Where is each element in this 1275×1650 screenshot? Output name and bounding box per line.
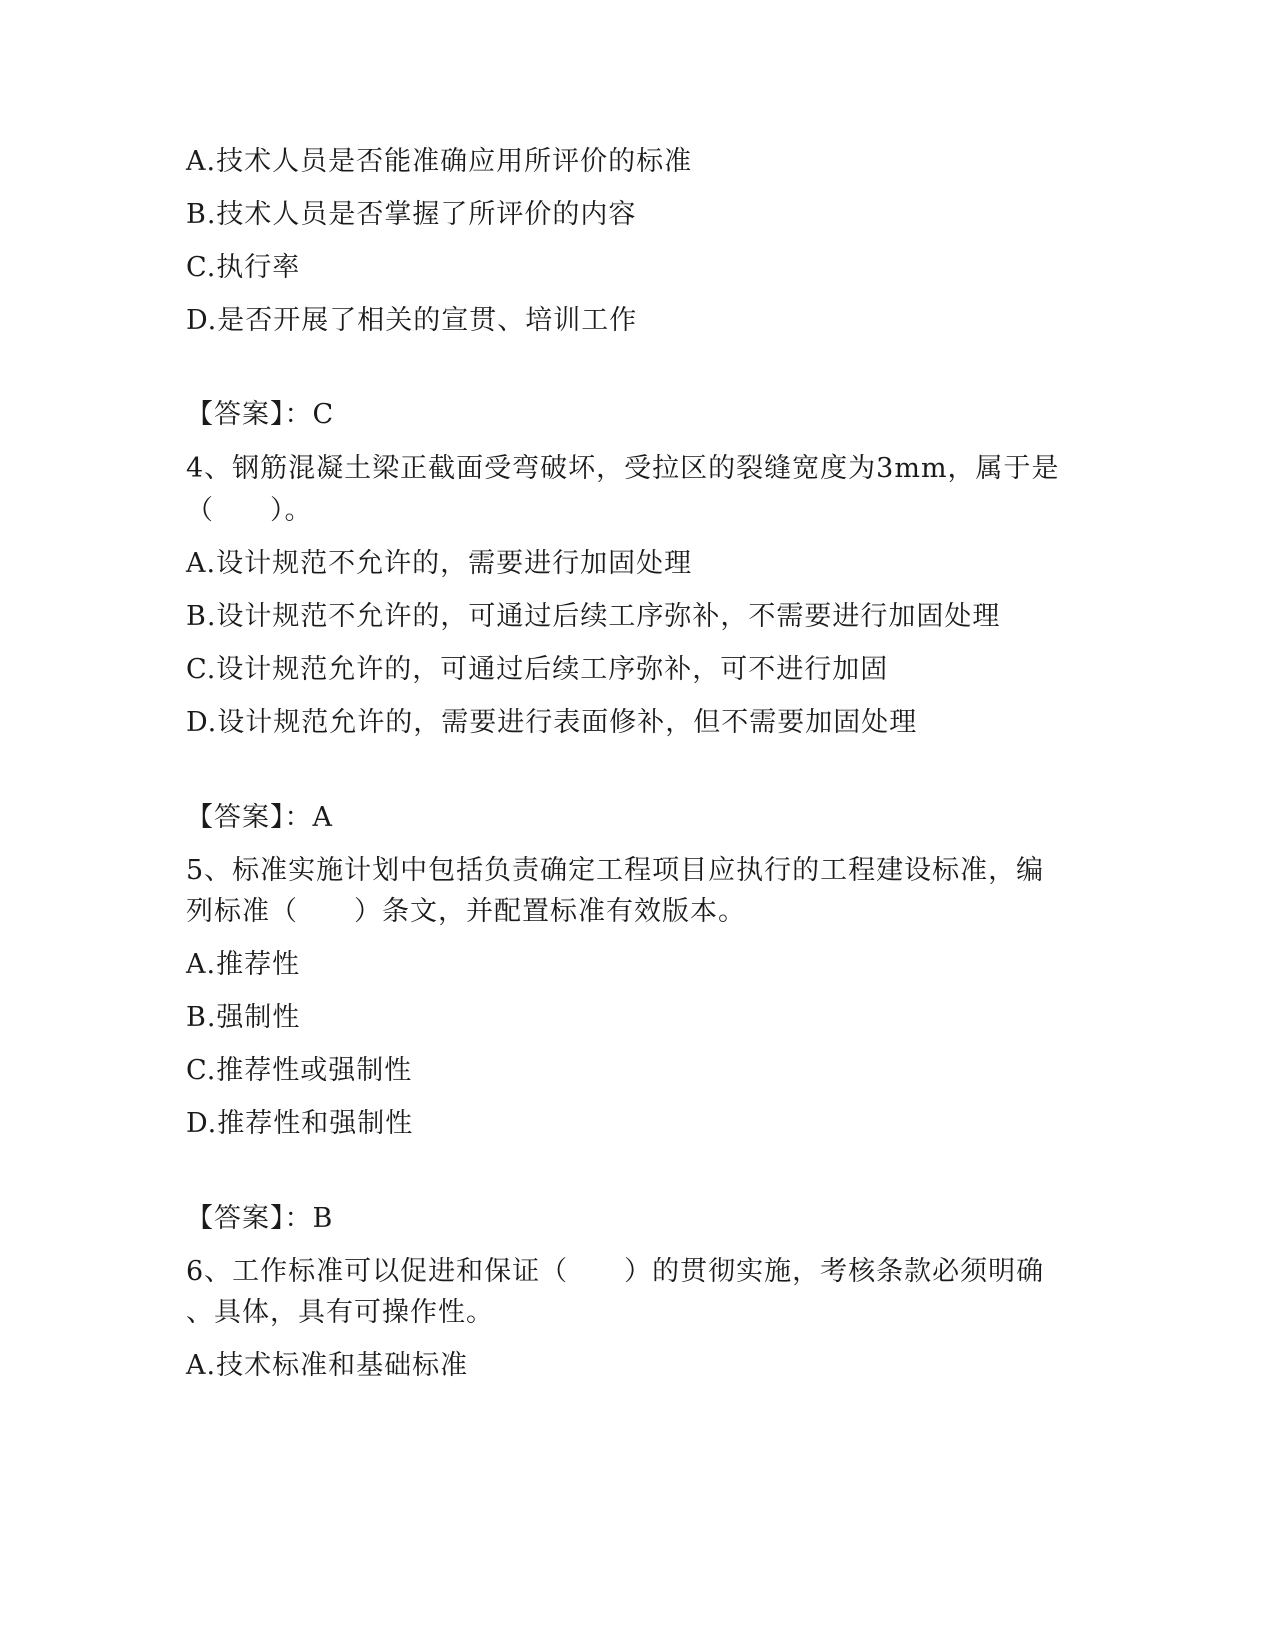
- q5-stem-line1: 5、标准实施计划中包括负责确定工程项目应执行的工程建设标准，编: [186, 855, 1045, 886]
- q3-answer: 【答案】：C: [186, 399, 335, 430]
- q5-option-b: B.强制性: [186, 1002, 301, 1033]
- q4-answer: 【答案】：A: [186, 802, 333, 833]
- q3-option-d: D.是否开展了相关的宣贯、培训工作: [186, 305, 638, 336]
- q5-option-c: C.推荐性或强制性: [186, 1055, 413, 1086]
- q3-option-b: B.技术人员是否掌握了所评价的内容: [186, 199, 637, 230]
- q4-option-b: B.设计规范不允许的，可通过后续工序弥补，不需要进行加固处理: [186, 601, 1001, 632]
- q4-option-d: D.设计规范允许的，需要进行表面修补，但不需要加固处理: [186, 707, 918, 738]
- q5-answer: 【答案】：B: [186, 1203, 334, 1234]
- q4-option-c: C.设计规范允许的，可通过后续工序弥补，可不进行加固: [186, 654, 889, 685]
- q5-stem-line2: 列标准（ ）条文，并配置标准有效版本。: [186, 896, 746, 927]
- q6-stem-line2: 、具体，具有可操作性。: [186, 1297, 494, 1328]
- q6-stem-line1: 6、工作标准可以促进和保证（ ）的贯彻实施，考核条款必须明确: [186, 1256, 1045, 1287]
- q6-option-a: A.技术标准和基础标准: [186, 1350, 469, 1381]
- q4-stem-line1: 4、钢筋混凝土梁正截面受弯破坏，受拉区的裂缝宽度为3mm，属于是: [186, 453, 1060, 484]
- q5-option-d: D.推荐性和强制性: [186, 1108, 414, 1139]
- q5-option-a: A.推荐性: [186, 949, 301, 980]
- q3-option-a: A.技术人员是否能准确应用所评价的标准: [186, 146, 693, 177]
- q3-option-c: C.执行率: [186, 252, 301, 283]
- q4-option-a: A.设计规范不允许的，需要进行加固处理: [186, 548, 693, 579]
- q4-stem-line2: （ ）。: [186, 495, 313, 526]
